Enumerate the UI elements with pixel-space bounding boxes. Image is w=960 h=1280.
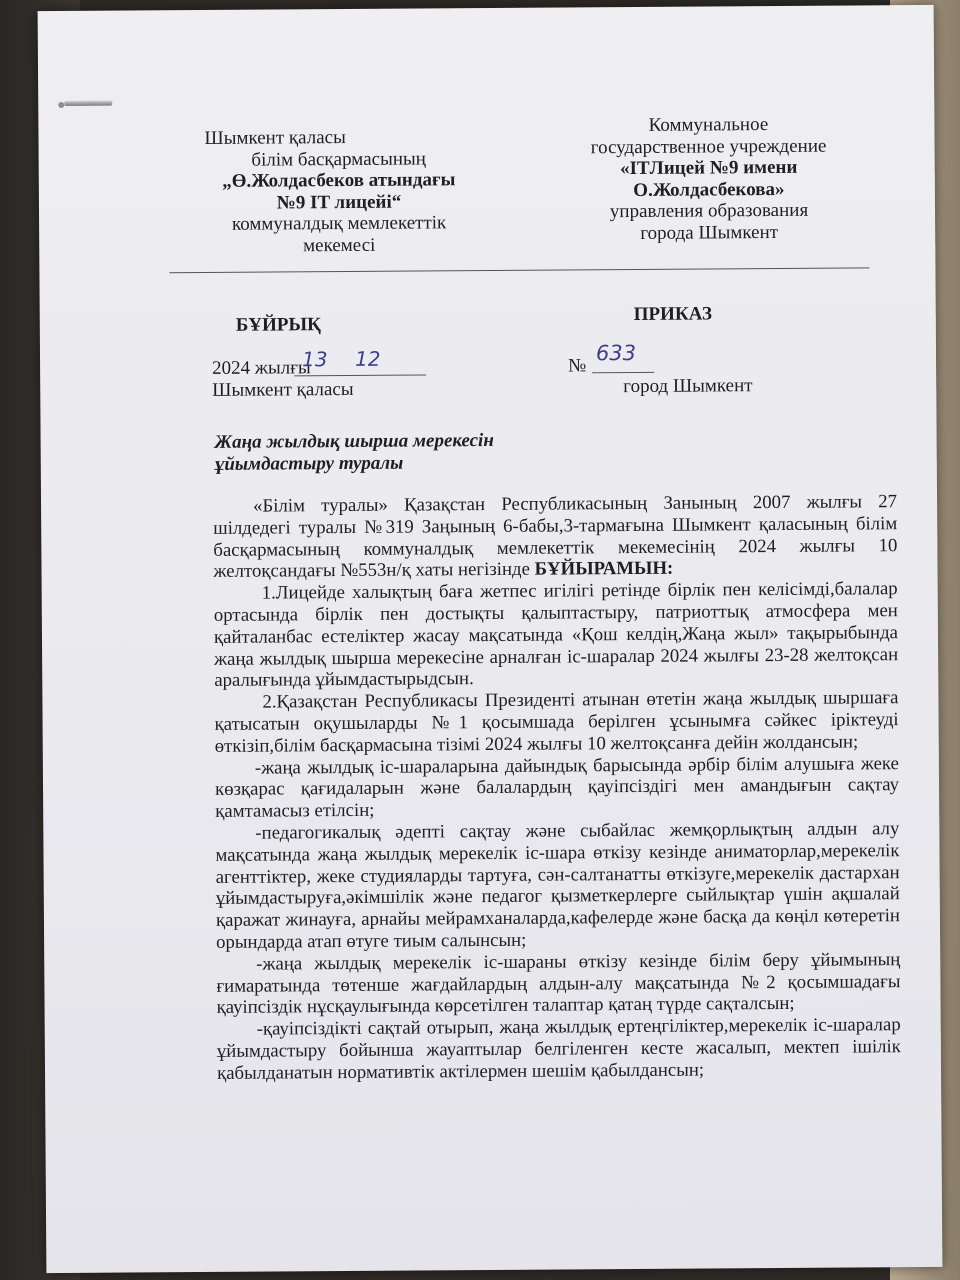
header-left-line2: білім басқармасының [251, 147, 426, 171]
header-right-line4: О.Жолдасбекова» [633, 178, 785, 201]
bullet-3-paragraph: -жаңа жылдық мерекелік іс-шараны өткізу кезінде білім беру ұйымының ғимаратында төтенше жағдайлардың алдын-алу мақсатында №2 қосымшадағы қауіпсіздік нұсқаулығында көрсетілген талаптар қатаң түрде сақталсын; [216, 948, 901, 1019]
order-number-label: № [568, 355, 587, 377]
bullet-1-paragraph: -жаңа жылдық іс-шараларына дайындық барысында әрбір білім алушыға жеке көзқарас қағидаларын және балалардың қауіпсіздігі мен амандығын сақтау қамтамасыз етілсін; [214, 752, 900, 823]
date-underline [294, 374, 426, 376]
header-right-line1: Коммунальное [648, 114, 769, 136]
header-left-kz [168, 126, 509, 257]
header-right-line5: управления образования [609, 199, 809, 223]
header-left-line3: „Ө.Жолдасбеков атындағы [222, 169, 456, 192]
city-kz: Шымкент қаласы [212, 378, 354, 401]
city-ru: город Шымкент [623, 375, 753, 398]
preamble-paragraph [213, 491, 898, 583]
item-1-paragraph: 1.Лицейде халықтың баға жетпес игілігі ретінде бірлік пен келісімді,балалар ортасында бірлік пен достықты қалыптастыру, патриоттық атмосфера мен қайталанбас естеліктер жасау мақсатында «Қош келдің,Жаңа жыл» тақырыбында жаңа жылдық шырша мерекесіне арналған іс-шаралар 2024 жылғы 23-28 желтоқсан аралығында ұйымдастырыдсын. [213, 578, 899, 692]
subject-line1: Жаңа жылдық шырша мерекесін [214, 429, 494, 453]
order-body [213, 491, 901, 1084]
preamble-command: БҰЙЫРАМЫН: [534, 558, 674, 581]
header-left-line6: мекемесі [303, 234, 376, 256]
title-kz: БҰЙРЫҚ [235, 314, 321, 336]
bullet-4-paragraph: -қауіпсіздікті сақтай отырып, жаңа жылдық ертеңгіліктер,мерекелік іс-шаралар ұйымдастыру бойынша жауаптылар белгіленген кесте жасалып, мектеп ішілік қабылданатын нормативтік актілермен шешім қабылдансын; [216, 1014, 901, 1084]
title-ru: ПРИКАЗ [633, 303, 713, 325]
header-right-line2: государственное учреждение [590, 135, 827, 158]
header-divider [169, 267, 869, 273]
document-page [38, 5, 943, 1273]
preamble-text: «Білім туралы» Қазақстан Республикасының Занының 2007 жылғы 27 шілдедегі туралы №319 Заңының 6-бабы,3-тармағына Шымкент қаласының білім басқармасының коммуналдық мемлекеттік мекемесінің 2024 жылғы 10 желтоқсандағы №553н/қ хаты негізінде [213, 491, 898, 583]
date-month-handwritten: 12 [354, 346, 381, 371]
header-left-line4: №9 IT лицейі“ [276, 191, 402, 213]
header-left-line5: коммуналдық мемлекеттік [231, 212, 447, 235]
header-left-line1: Шымкент қаласы [204, 126, 346, 149]
item-2-paragraph: 2.Қазақстан Республикасы Президенті атынан өтетін жаңа жылдық шыршаға қатысатын оқушыларды №1 қосымшада берілген ұсынымға сәйкес іріктеуді өткізіп,білім басқармасына тізімі 2024 жылғы 10 желтоқсанға дейін жолдансын; [214, 687, 899, 757]
header-right-line3: «ITЛицей №9 имени [619, 156, 798, 180]
order-number-underline [592, 372, 654, 373]
bullet-2-paragraph: -педагогикалық әдепті сақтау және сыбайлас жемқорлықтың алдын алу мақсатында жаңа жылдық мерекелік іс-шара өткізу кезінде аниматорлар,мерекелік агенттіктер, жеке студияларды тартуға, сән-салтанатты өткізуге,мерекелік дастархан ұйымдастыруға,әкімшілік және педагог қызметкерлерге сыйлықтар үшін ақшалай қаражат жинауға, арнайы мейрамханаларда,кафелерде және басқа да көңіл көтеретін орындарда атап өтуге тиым салынсын; [215, 818, 901, 953]
header-right-line6: города Шымкент [640, 221, 779, 244]
order-subject [215, 430, 495, 476]
header-right-ru [538, 113, 879, 244]
date-day-handwritten: 13 [301, 347, 328, 372]
date-label: 2024 жылғы [212, 357, 311, 379]
subject-line2: ұйымдастыру туралы [214, 452, 404, 475]
staple [64, 101, 112, 106]
order-number-handwritten: 633 [595, 340, 637, 366]
